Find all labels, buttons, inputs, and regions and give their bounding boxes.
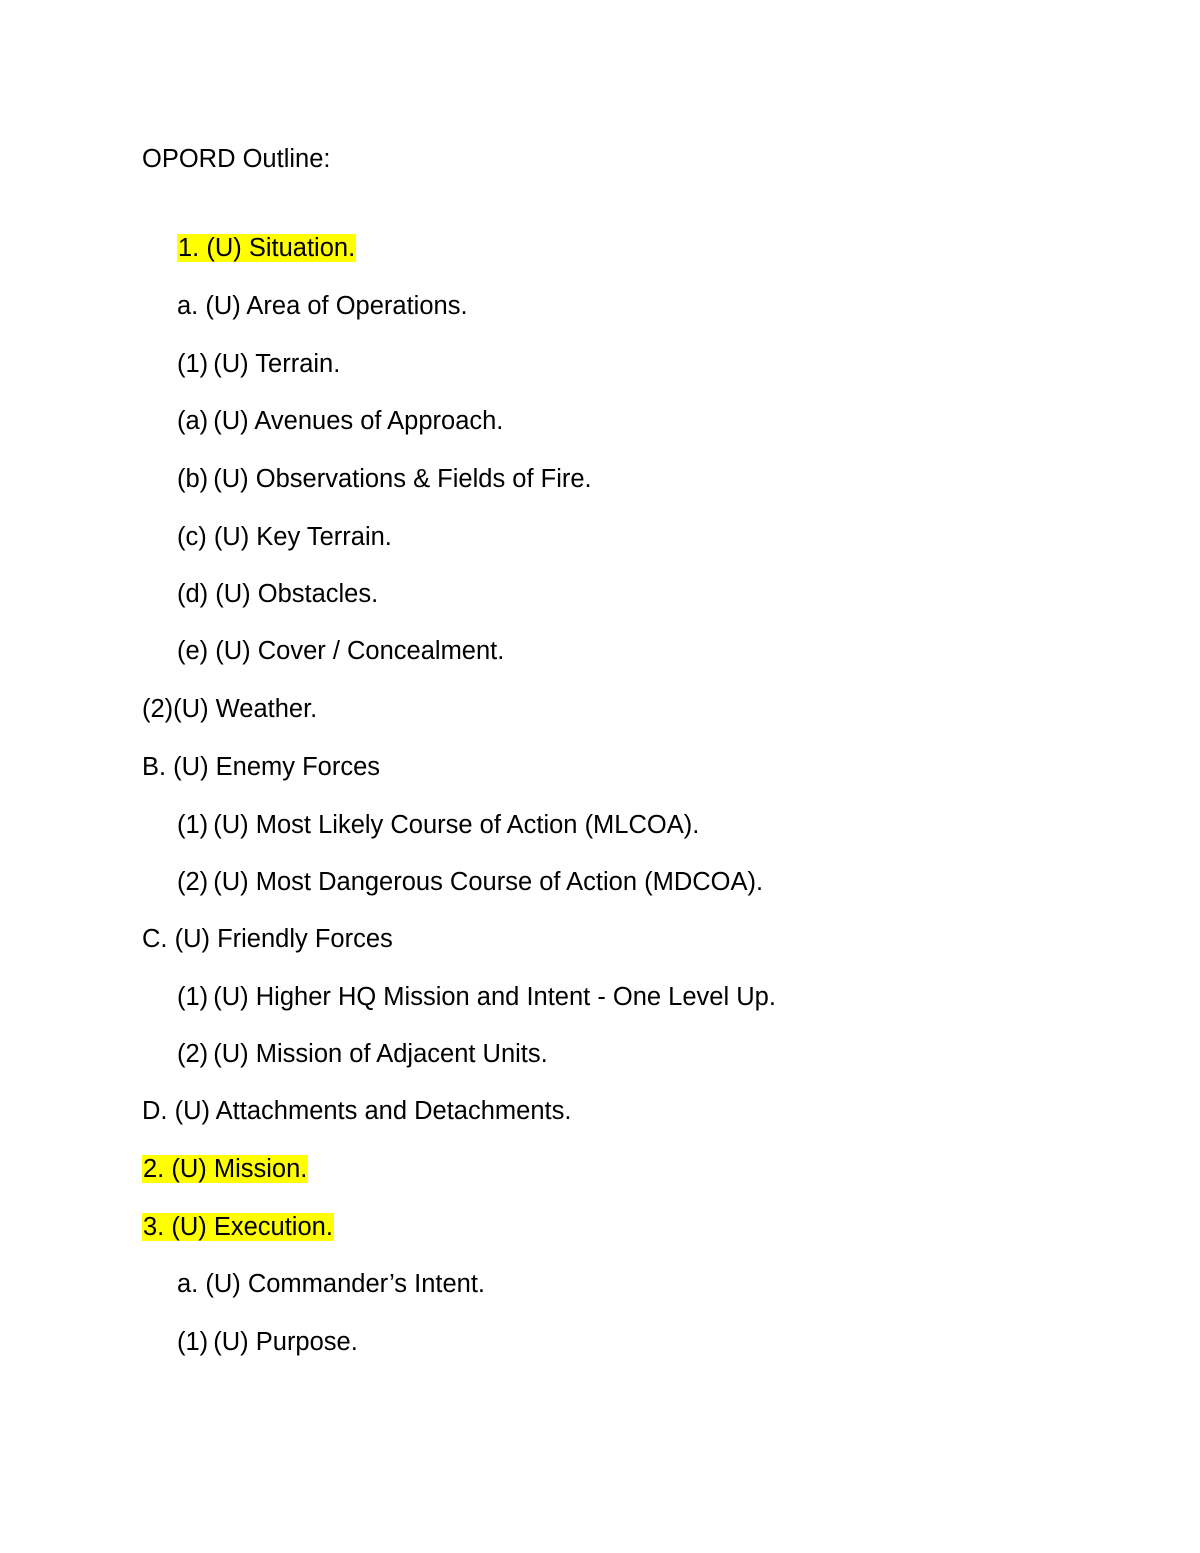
outline-item-enemy-forces: B. (U) Enemy Forces xyxy=(142,753,381,781)
outline-item-adjacent-units: (2) (U) Mission of Adjacent Units. xyxy=(177,1040,548,1068)
highlighted-text: 2. (U) Mission. xyxy=(143,1155,308,1183)
outline-item-mdcoa: (2) (U) Most Dangerous Course of Action (MDCOA). xyxy=(177,868,764,896)
outline-item-avenues-of-approach: (a) (U) Avenues of Approach. xyxy=(177,407,504,435)
highlighted-text: 1. (U) Situation. xyxy=(178,234,356,262)
outline-item-higher-hq: (1) (U) Higher HQ Mission and Intent - One Level Up. xyxy=(177,983,776,1011)
outline-item-mlcoa: (1) (U) Most Likely Course of Action (MLCOA). xyxy=(177,811,700,839)
outline-item-execution xyxy=(142,1210,334,1244)
outline-item-purpose: (1) (U) Purpose. xyxy=(177,1328,358,1356)
outline-item-commanders-intent: a. (U) Commander’s Intent. xyxy=(177,1270,486,1298)
outline-item-friendly-forces: C. (U) Friendly Forces xyxy=(142,925,393,953)
outline-item-terrain: (1) (U) Terrain. xyxy=(177,350,341,378)
outline-item-key-terrain: (c) (U) Key Terrain. xyxy=(177,523,392,551)
outline-item-observations: (b) (U) Observations & Fields of Fire. xyxy=(177,465,592,493)
outline-item-attachments: D. (U) Attachments and Detachments. xyxy=(142,1097,572,1125)
outline-item-area-of-operations: a. (U) Area of Operations. xyxy=(177,292,468,320)
outline-item-situation xyxy=(177,231,356,265)
document-title: OPORD Outline: xyxy=(142,145,331,173)
outline-item-weather: (2)(U) Weather. xyxy=(142,695,318,723)
highlighted-text: 3. (U) Execution. xyxy=(143,1213,333,1241)
outline-item-obstacles: (d) (U) Obstacles. xyxy=(177,580,379,608)
outline-item-mission xyxy=(142,1152,308,1186)
outline-item-cover-concealment: (e) (U) Cover / Concealment. xyxy=(177,637,505,665)
